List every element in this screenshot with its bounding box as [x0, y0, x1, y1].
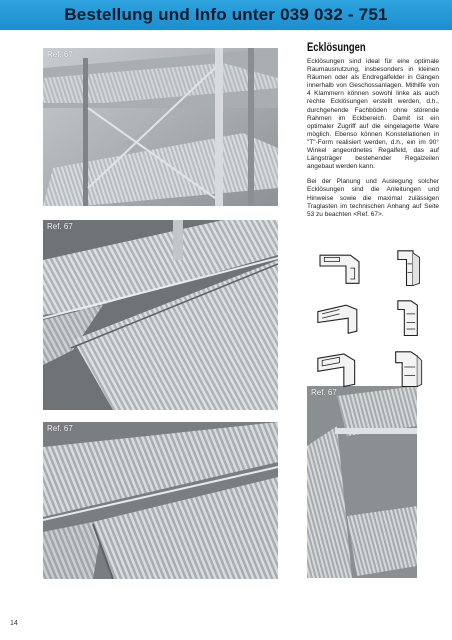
corner-clamp-c-icon — [307, 294, 372, 342]
corner-clamp-e-icon — [307, 345, 372, 393]
photo-shelf-corner-right — [307, 386, 417, 578]
page-title: Bestellung und Info unter 039 032 - 751 — [64, 5, 388, 24]
description-paragraph: Ecklösungen sind ideal für eine optimale Raumausnutzung, insbesonders in kleinen Räumen oder als Endregalfelder in Gängen innerhalb von Geschossanlagen. Mithilfe von 4 Klammern können sowohl linke als auch rechte Ecklösungen erstellt werden, d.h., durchgehende Fachböden ohne störende Rahmen im Eckbereich. Damit ist ein optimaler Zugriff auf die eingelagerte Ware möglich. Ebenso können Konstellationen in "T"-Form realisiert werden, d.h., ein im 90° Winkel angeordnetes Regalfeld, das auf Längsträger bestehender Regalzeilen angebaut werden kann. — [307, 58, 439, 171]
photo-shelving-rack — [43, 48, 278, 206]
clamp-drawings — [307, 244, 439, 374]
photo-ref-label: Ref. 67 — [47, 424, 73, 433]
note-paragraph: Bei der Planung und Auslegung solcher Ecklösungen sind die Anleitungen und Hinweise sowie die maximal zulässigen Traglasten im technischen Anhang auf Seite 53 zu beachten <Ref. 67>. — [307, 178, 439, 218]
photo-shelf-detail — [43, 422, 278, 579]
section-title: Ecklösungen — [307, 42, 366, 54]
photo-ref-label: Ref. 67 — [47, 50, 73, 59]
page-number: 14 — [10, 620, 18, 627]
corner-clamp-b-icon — [374, 244, 439, 292]
description-column — [307, 42, 439, 226]
corner-clamp-f-icon — [374, 345, 439, 393]
photo-corner-shelf — [43, 220, 278, 410]
photo-ref-label: Ref. 67 — [311, 388, 337, 397]
corner-clamp-d-icon — [374, 294, 439, 342]
corner-clamp-a-icon — [307, 244, 372, 292]
header-bar — [0, 0, 452, 30]
photo-ref-label: Ref. 67 — [47, 222, 73, 231]
